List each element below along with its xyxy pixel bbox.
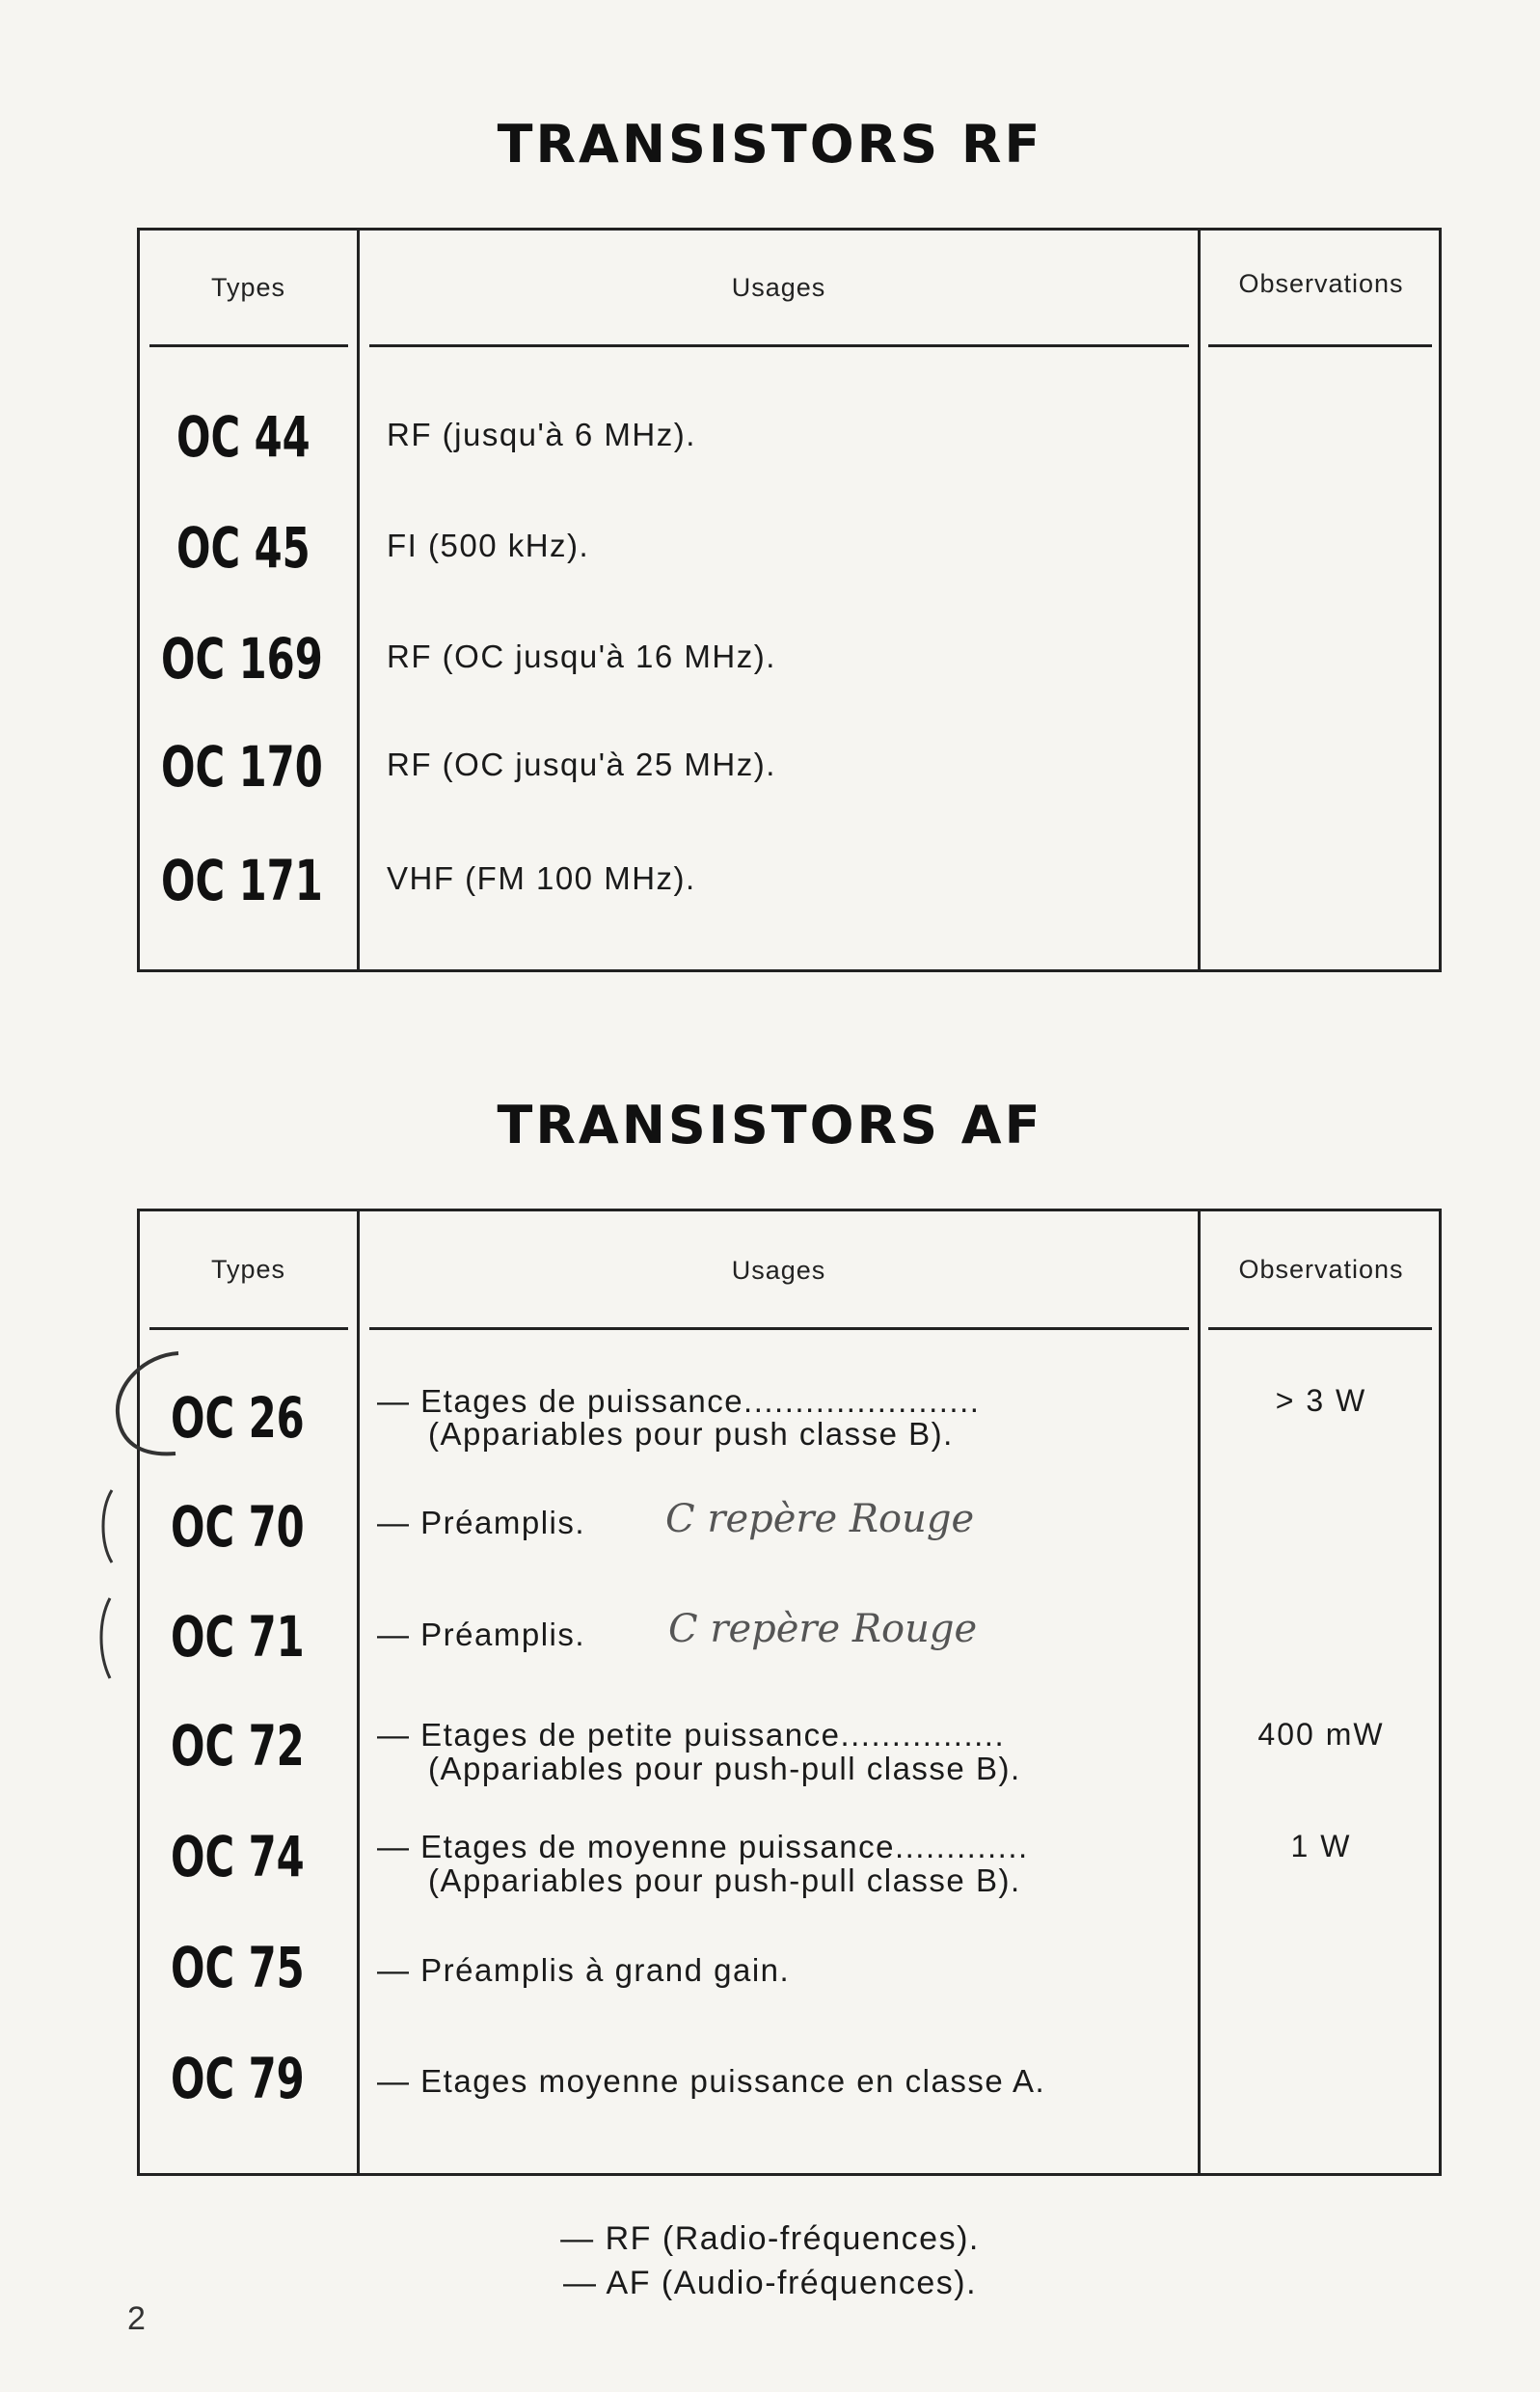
af-observation-cell: > 3 W — [1275, 1383, 1367, 1418]
af-usage-cell: — Etages de moyenne puissance............. — [377, 1829, 1029, 1864]
af-usage-cell: — Préamplis à grand gain. — [377, 1952, 791, 1988]
rf-table — [137, 228, 1442, 972]
af-title: TRANSISTORS AF — [497, 1095, 1043, 1155]
page-number: 2 — [127, 2300, 146, 2337]
af-header-usages: Usages — [731, 1256, 826, 1285]
handwritten-brackets — [87, 1346, 203, 1683]
af-type-cell: OC 79 — [171, 2046, 305, 2111]
af-usage-subline: (Appariables pour push-pull classe B). — [428, 1862, 1021, 1898]
rf-type-cell: OC 44 — [176, 404, 311, 470]
rf-usage-cell: VHF (FM 100 MHz). — [387, 860, 696, 896]
rf-title: TRANSISTORS RF — [497, 114, 1043, 175]
af-type-cell: OC 26 — [171, 1385, 305, 1451]
af-type-cell: OC 72 — [171, 1713, 305, 1779]
rf-usage-cell: RF (jusqu'à 6 MHz). — [387, 417, 696, 452]
handwritten-note: C repère Rouge — [665, 1497, 975, 1541]
af-header-types: Types — [210, 1255, 286, 1284]
af-usage-cell: — Préamplis. — [377, 1617, 586, 1652]
af-usage-subline: (Appariables pour push classe B). — [428, 1416, 954, 1452]
rf-type-cell: OC 171 — [161, 848, 323, 913]
af-type-cell: OC 71 — [171, 1604, 305, 1670]
af-header-observations: Observations — [1238, 1255, 1404, 1284]
rf-header-types: Types — [210, 273, 286, 302]
af-observation-cell: 400 mW — [1257, 1717, 1385, 1752]
rf-usage-cell: FI (500 kHz). — [387, 528, 590, 563]
af-type-cell: OC 74 — [171, 1824, 305, 1889]
af-usage-subline: (Appariables pour push-pull classe B). — [428, 1751, 1021, 1786]
rf-usage-cell: RF (OC jusqu'à 16 MHz). — [387, 639, 776, 674]
af-type-cell: OC 70 — [171, 1494, 305, 1560]
af-usage-cell: — Etages de puissance....................... — [377, 1383, 981, 1419]
af-table — [137, 1209, 1442, 2176]
rf-usage-cell: RF (OC jusqu'à 25 MHz). — [387, 747, 776, 782]
rf-type-cell: OC 45 — [176, 515, 311, 581]
af-usage-cell: — Etages moyenne puissance en classe A. — [377, 2063, 1046, 2099]
af-usage-cell: — Préamplis. — [377, 1505, 586, 1540]
rf-header-observations: Observations — [1238, 269, 1404, 298]
legend-rf: — RF (Radio-fréquences). — [560, 2220, 980, 2257]
legend-af: — AF (Audio-fréquences). — [562, 2265, 978, 2301]
rf-type-cell: OC 169 — [161, 626, 323, 692]
af-type-cell: OC 75 — [171, 1935, 305, 2000]
rf-header-usages: Usages — [731, 273, 826, 302]
af-observation-cell: 1 W — [1290, 1829, 1352, 1863]
rf-type-cell: OC 170 — [161, 734, 323, 800]
handwritten-note: C repère Rouge — [668, 1607, 978, 1651]
af-usage-cell: — Etages de petite puissance................ — [377, 1717, 1006, 1753]
